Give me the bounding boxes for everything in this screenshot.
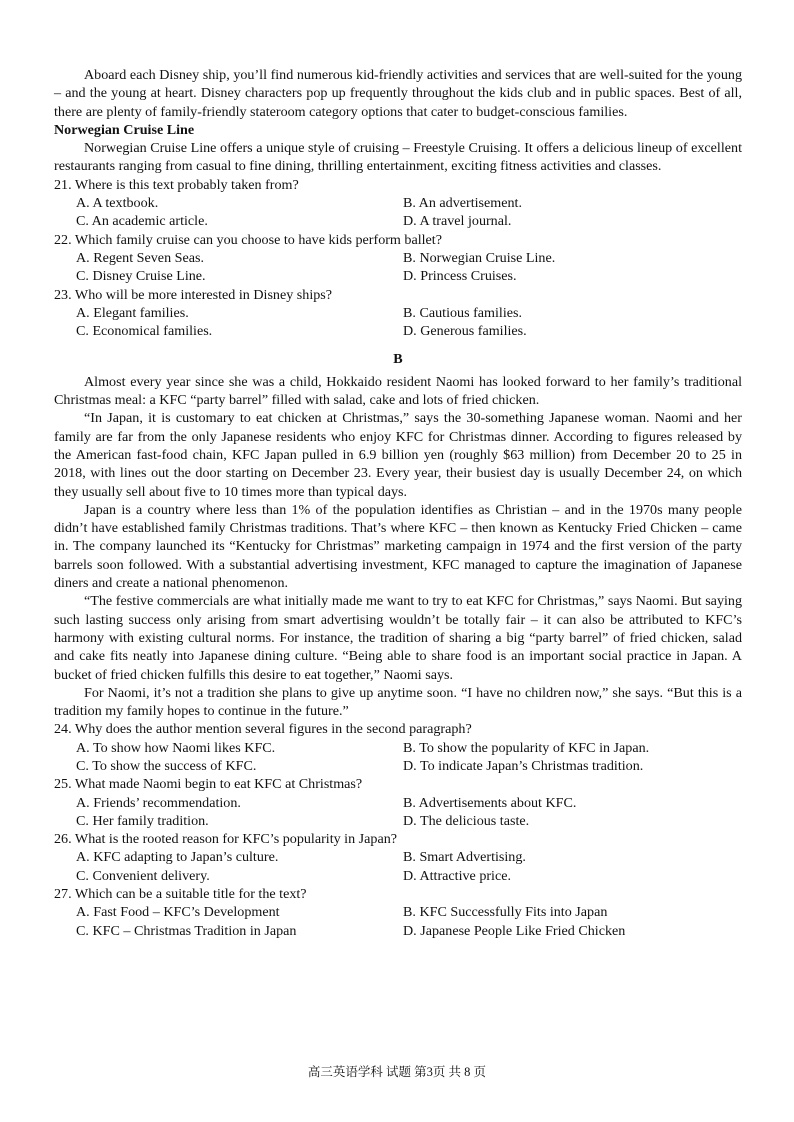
option: A. To show how Naomi likes KFC. [76, 739, 276, 756]
norwegian-paragraph: Norwegian Cruise Line offers a unique style of cruising – Freestyle Cruising. It offers a delicious lineup of excellent restaurants ranging from casual to fine dining, thrilling entertainment, exciting fitness activities and classes. [54, 140, 742, 175]
option: D. The delicious taste. [403, 812, 530, 829]
question-stem: 24. Why does the author mention several figures in the second paragraph? [54, 721, 472, 738]
disney-paragraph: Aboard each Disney ship, you’ll find numerous kid-friendly activities and services that are well-suited for the young – and the young at heart. Disney characters pop up frequently throughout the kids club and in public spaces. Best of all, there are plenty of family-friendly stateroom category options that cater to budget-conscious families. [54, 67, 742, 120]
exam-page [54, 66, 742, 940]
option: C. Her family tradition. [76, 812, 209, 829]
option: B. Smart Advertising. [403, 849, 526, 866]
option: A. Regent Seven Seas. [76, 249, 204, 266]
option: B. An advertisement. [403, 195, 522, 212]
option: B. Cautious families. [403, 304, 523, 321]
question-23 [54, 286, 742, 341]
question-stem: 26. What is the rooted reason for KFC’s popularity in Japan? [54, 831, 398, 848]
question-24 [54, 720, 742, 775]
option: D. Princess Cruises. [403, 268, 517, 285]
passage-b-paragraph: “The festive commercials are what initially made me want to try to eat KFC for Christmas,” says Naomi. But saying such lasting success only arising from smart advertising wouldn’t be totally fair – it can also be attributed to KFC’s harmony with existing cultural norms. For instance, the tradition of sharing a big “party barrel” of fried chicken, salad and cake fits neatly into Japanese dining culture. “Being able to share food is an important social practice in Japan. A bucket of fried chicken fulfills this desire to eat together,” Naomi says. [54, 593, 742, 683]
section-b-label: B [393, 351, 403, 368]
page-footer: 高三英语学科 试题 第3页 共 8 页 [307, 1065, 487, 1079]
option: C. An academic article. [76, 213, 208, 230]
option: A. A textbook. [76, 195, 159, 212]
option: C. KFC – Christmas Tradition in Japan [76, 922, 297, 939]
option: C. To show the success of KFC. [76, 757, 257, 774]
option: D. Japanese People Like Fried Chicken [403, 922, 626, 939]
question-stem: 25. What made Naomi begin to eat KFC at Christmas? [54, 776, 363, 793]
question-27 [54, 885, 742, 940]
question-stem: 21. Where is this text probably taken from? [54, 176, 299, 193]
question-stem: 27. Which can be a suitable title for the text? [54, 886, 307, 903]
question-25 [54, 775, 742, 830]
passage-b-paragraph: Almost every year since she was a child, Hokkaido resident Naomi has looked forward to her family’s traditional Christmas meal: a KFC “party barrel” filled with salad, cake and lots of fried chicken. [54, 373, 742, 409]
option: B. KFC Successfully Fits into Japan [403, 904, 608, 921]
option: C. Economical families. [76, 323, 213, 340]
question-stem: 22. Which family cruise can you choose to have kids perform ballet? [54, 231, 442, 248]
option: A. Friends’ recommendation. [76, 794, 241, 811]
option: D. Generous families. [403, 323, 527, 340]
norwegian-heading: Norwegian Cruise Line [54, 121, 195, 138]
option: B. To show the popularity of KFC in Japan. [403, 739, 650, 756]
option: D. To indicate Japan’s Christmas tradition. [403, 757, 644, 774]
passage-b-paragraph: “In Japan, it is customary to eat chicken at Christmas,” says the 30-something Japanese woman. Naomi and her family are far from the only Japanese residents who enjoy KFC for Christmas dinner. According to figures released by the American fast-food chain, KFC Japan pulled in 6.9 billion yen (roughly $63 million) from December 20 to 25 in 2018, with lines out the door starting on December 23. Every year, their busiest day is usually December 24, on which they usually sell about five to 10 times more than typical days. [54, 410, 742, 500]
question-stem: 23. Who will be more interested in Disney ships? [54, 286, 333, 303]
option: D. A travel journal. [403, 213, 512, 230]
option: B. Norwegian Cruise Line. [403, 249, 556, 266]
passage-b-paragraph: Japan is a country where less than 1% of the population identifies as Christian – and in the 1970s many people didn’t have established family Christmas traditions. That’s where KFC – then known as Kentucky Fried Chicken – came in. The company launched its “Kentucky for Christmas” marketing campaign in 1974 and the first version of the party barrels soon followed. With a substantial advertising investment, KFC managed to capture the imagination of Japanese diners and create a national phenomenon. [54, 501, 742, 592]
option: C. Convenient delivery. [76, 867, 210, 884]
option: A. KFC adapting to Japan’s culture. [76, 849, 279, 866]
question-21 [54, 176, 742, 231]
option: A. Fast Food – KFC’s Development [76, 904, 280, 921]
option: D. Attractive price. [403, 867, 512, 884]
question-22 [54, 231, 742, 286]
option: A. Elegant families. [76, 304, 189, 321]
question-26 [54, 830, 742, 885]
option: B. Advertisements about KFC. [403, 794, 577, 811]
passage-b-paragraph: For Naomi, it’s not a tradition she plans to give up anytime soon. “I have no children now,” she says. “But this is a tradition my family hopes to continue in the future.” [54, 684, 742, 720]
option: C. Disney Cruise Line. [76, 268, 206, 285]
